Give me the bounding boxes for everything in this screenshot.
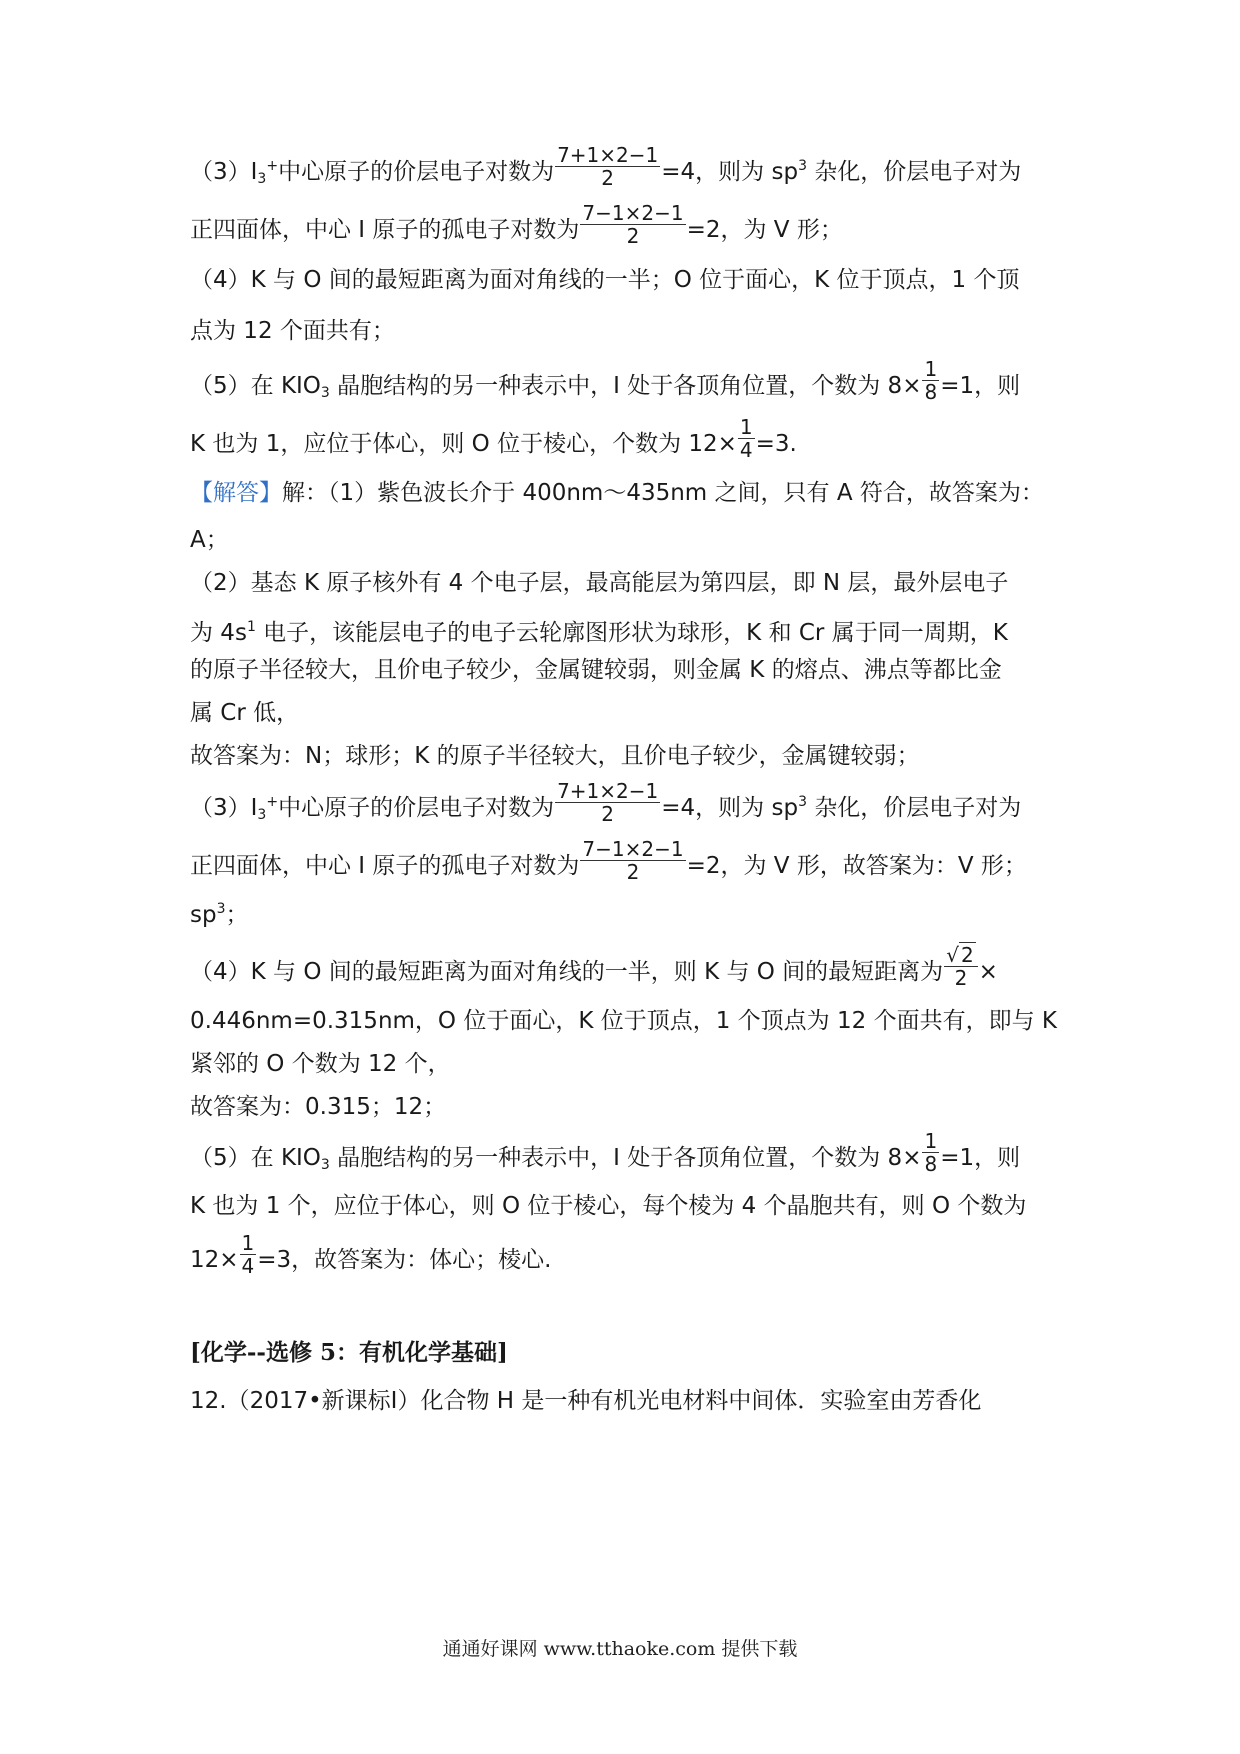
- text: 电子，该能层电子的电子云轮廓图形状为球形，K 和 Cr 属于同一周期，K: [255, 620, 1008, 646]
- answer-1-result: [190, 525, 229, 555]
- text: 杂化，价层电子对为: [806, 795, 1022, 821]
- answer-4-line1: [190, 943, 998, 995]
- text: ；: [225, 902, 249, 928]
- line-4-distance: [190, 265, 1020, 295]
- subscript: 3: [320, 385, 330, 401]
- fraction: [922, 358, 939, 403]
- answer-3-line2: [190, 837, 1027, 889]
- denominator: 8: [924, 1152, 938, 1176]
- text: 正四面体，中心 I 原子的孤电子对数为: [190, 217, 580, 243]
- text: 属 Cr 低，: [190, 700, 300, 726]
- text: =2，为 V 形，故答案为：V 形；: [686, 853, 1027, 879]
- superscript: 1: [246, 619, 256, 635]
- text: =3.: [755, 431, 797, 457]
- answer-4-line3: [190, 1049, 451, 1079]
- text: 晶胞结构的另一种表示中，I 处于各顶角位置，个数为 8×: [329, 1145, 922, 1171]
- denominator: 2: [601, 166, 615, 190]
- text: K 也为 1，应位于体心，则 O 位于棱心，个数为 12×: [190, 431, 737, 457]
- superscript: 3: [798, 158, 807, 174]
- text: （4）K 与 O 间的最短距离为面对角线的一半，则 K 与 O 间的最短距离为: [190, 959, 944, 985]
- answer-tag: 【解答】: [190, 480, 282, 506]
- text: 12×: [190, 1247, 239, 1273]
- sqrt-fraction: [944, 944, 977, 989]
- answer-2-line4: [190, 698, 299, 728]
- fraction: [555, 144, 660, 189]
- line-5-body-center: [190, 415, 797, 467]
- answer-5-result: [190, 1231, 552, 1283]
- denominator: 2: [626, 860, 640, 884]
- superscript: 3: [798, 794, 807, 810]
- denominator: 8: [924, 380, 938, 404]
- text: 12.（2017•新课标Ⅰ）化合物 H 是一种有机光电材料中间体．实验室由芳香化: [190, 1388, 982, 1414]
- text: 为 4s: [190, 620, 247, 646]
- denominator: 4: [241, 1254, 255, 1278]
- answer-1: [190, 478, 1044, 508]
- numerator: 7+1×2−1: [557, 779, 659, 803]
- superscript: +: [266, 794, 279, 810]
- line-5-kio3: [190, 357, 1021, 409]
- section-heading: [190, 1338, 508, 1368]
- subscript: 3: [257, 807, 267, 823]
- text: =1，则: [940, 1145, 1021, 1171]
- numerator: 7−1×2−1: [582, 837, 684, 861]
- text: （5）在 KIO: [190, 1145, 321, 1171]
- answer-5-line2: [190, 1191, 1026, 1221]
- line-3-lone-pairs: [190, 201, 843, 253]
- text: （3）I: [190, 159, 258, 185]
- text: 故答案为：0.315；12；: [190, 1094, 447, 1120]
- answer-2-line1: [190, 568, 1008, 598]
- line-3-valence: [190, 143, 1022, 195]
- subscript: 3: [257, 171, 267, 187]
- subscript: 3: [320, 1157, 330, 1173]
- text: （3）I: [190, 795, 258, 821]
- text: sp: [190, 902, 217, 928]
- line-4-faces: [190, 316, 395, 346]
- text: 中心原子的价层电子对数为: [278, 795, 555, 821]
- denominator: 2: [626, 224, 640, 248]
- text: （2）基态 K 原子核外有 4 个电子层，最高能层为第四层，即 N 层，最外层电子: [190, 570, 1009, 596]
- text: ×: [978, 959, 998, 985]
- page-footer: 通通好课网 www.tthaoke.com 提供下载: [442, 1638, 798, 1660]
- text: K 也为 1 个，应位于体心，则 O 位于棱心，每个棱为 4 个晶胞共有，则 O 个数为: [190, 1193, 1027, 1219]
- answer-4-line2: [190, 1006, 1057, 1036]
- text: =3，故答案为：体心；棱心.: [257, 1247, 552, 1273]
- text: =4，则为 sp: [661, 159, 799, 185]
- answer-2-result: [190, 741, 920, 771]
- numerator: 7−1×2−1: [582, 201, 684, 225]
- denominator: 2: [601, 802, 615, 826]
- numerator: 1: [924, 357, 938, 381]
- text: 点为 12 个面共有；: [190, 318, 395, 344]
- fraction: [738, 416, 755, 461]
- text: 紧邻的 O 个数为 12 个，: [190, 1051, 451, 1077]
- superscript: +: [266, 158, 279, 174]
- square-root: [946, 944, 975, 966]
- fraction: [580, 202, 685, 247]
- answer-2-line2: [190, 612, 1008, 648]
- text: 故答案为：N；球形；K 的原子半径较大，且价电子较少，金属键较弱；: [190, 743, 920, 769]
- numerator: 7+1×2−1: [557, 143, 659, 167]
- text: 0.446nm=0.315nm，O 位于面心，K 位于顶点，1 个顶点为 12 个面共有，即与 K: [190, 1008, 1057, 1034]
- text: 晶胞结构的另一种表示中，I 处于各顶角位置，个数为 8×: [329, 373, 922, 399]
- radicand: 2: [960, 943, 974, 967]
- text: =1，则: [940, 373, 1021, 399]
- superscript: 3: [216, 901, 226, 917]
- text: 解：（1）紫色波长介于 400nm～435nm 之间，只有 A 符合，故答案为：: [282, 480, 1044, 506]
- fraction: [555, 780, 660, 825]
- question-12: [190, 1386, 981, 1416]
- text: A；: [190, 527, 229, 553]
- answer-5-line1: [190, 1129, 1021, 1181]
- fraction: [240, 1232, 257, 1277]
- numerator: [944, 944, 977, 967]
- denominator: 4: [739, 438, 753, 462]
- text: 杂化，价层电子对为: [806, 159, 1022, 185]
- fraction: [580, 838, 685, 883]
- text: =2，为 V 形；: [686, 217, 843, 243]
- text: 中心原子的价层电子对数为: [278, 159, 555, 185]
- fraction: [922, 1130, 939, 1175]
- text: 的原子半径较大，且价电子较少，金属键较弱，则金属 K 的熔点、沸点等都比金: [190, 657, 1002, 683]
- text: =4，则为 sp: [661, 795, 799, 821]
- text: [化学--选修 5：有机化学基础]: [190, 1339, 508, 1366]
- answer-4-result: [190, 1092, 446, 1122]
- answer-3-result: [190, 894, 249, 930]
- denominator: 2: [954, 966, 968, 990]
- radical-sign: √: [946, 943, 959, 967]
- numerator: 1: [739, 415, 753, 439]
- text: （5）在 KIO: [190, 373, 321, 399]
- answer-2-line3: [190, 655, 1002, 685]
- text: 正四面体，中心 I 原子的孤电子对数为: [190, 853, 580, 879]
- numerator: 1: [241, 1231, 255, 1255]
- text: （4）K 与 O 间的最短距离为面对角线的一半；O 位于面心，K 位于顶点，1 个顶: [190, 267, 1020, 293]
- numerator: 1: [924, 1129, 938, 1153]
- answer-3-line1: [190, 779, 1022, 831]
